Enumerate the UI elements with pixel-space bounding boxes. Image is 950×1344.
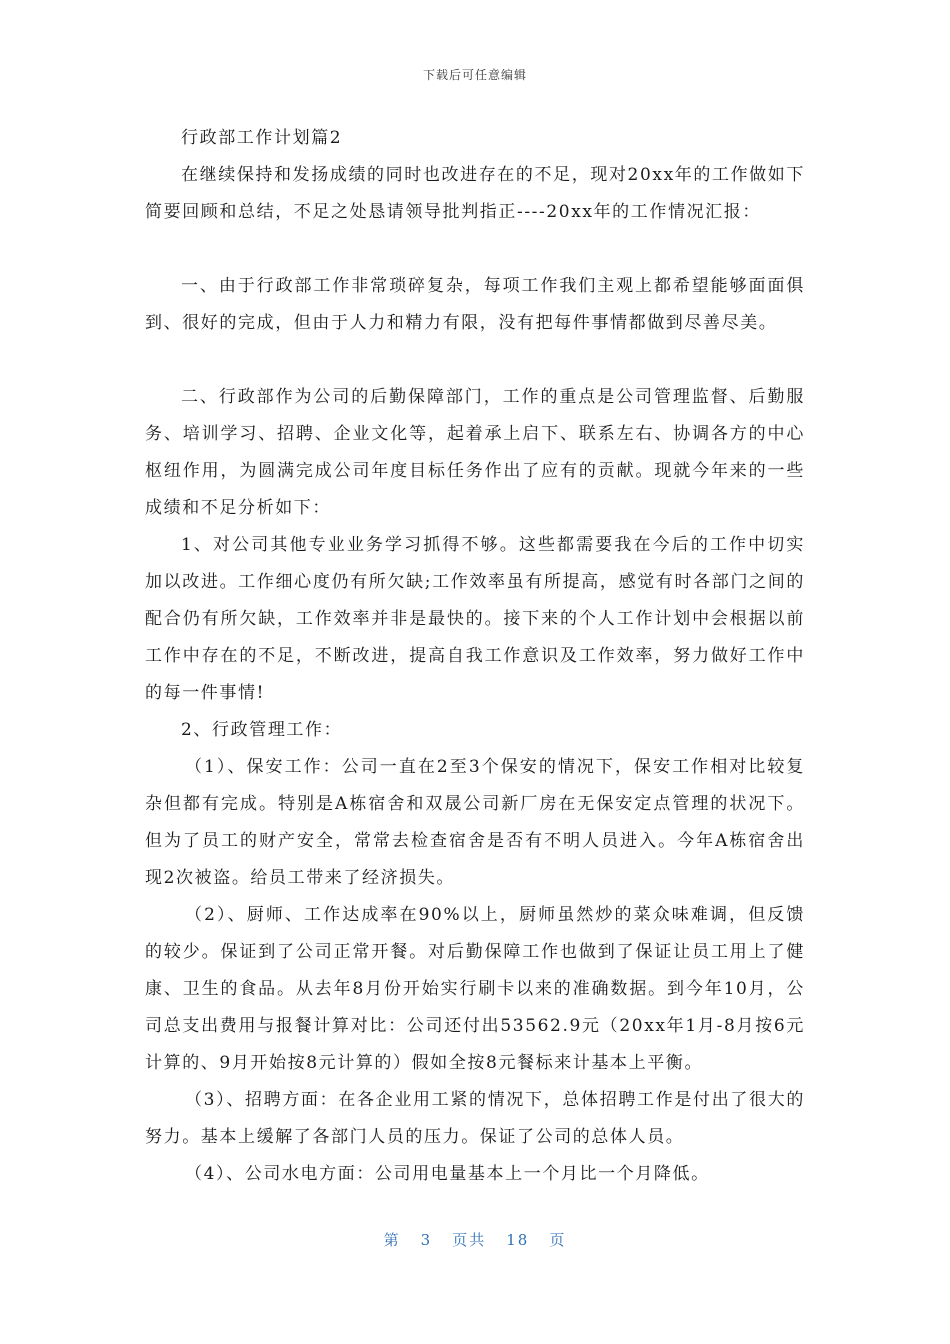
paragraph-kitchen: （2）、厨师、工作达成率在90%以上，厨师虽然炒的菜众味难调，但反馈的较少。保证到了公司正常开餐。对后勤保障工作也做到了保证让员工用上了健康、卫生的食品。从去年8月份开始实行刷卡以来的准确数据。到今年10月，公司总支出费用与报餐计算对比：公司还付出53562.9元（20xx年1月-8月按6元计算的、9月开始按8元计算的）假如全按8元餐标来计基本上平衡。 — [145, 905, 805, 1073]
paragraph-item-2: 2、行政管理工作： — [181, 720, 343, 740]
paragraph-intro: 在继续保持和发扬成绩的同时也改进存在的不足，现对20xx年的工作做如下简要回顾和总结，不足之处恳请领导批判指正----20xx年的工作情况汇报： — [145, 165, 805, 222]
footer-suffix: 页 — [549, 1231, 567, 1249]
document-body — [145, 120, 805, 1193]
paragraph-item-1: 1、对公司其他专业业务学习抓得不够。这些都需要我在今后的工作中切实加以改进。工作细心度仍有所欠缺;工作效率虽有所提高，感觉有时各部门之间的配合仍有所欠缺，工作效率并非是最快的。接下来的个人工作计划中会根据以前工作中存在的不足，不断改进，提高自我工作意识及工作效率，努力做好工作中的每一件事情! — [145, 535, 805, 703]
paragraph-gap — [145, 231, 805, 268]
document-title: 行政部工作计划篇2 — [181, 128, 343, 148]
paragraph-recruitment: （3）、招聘方面：在各企业用工紧的情况下，总体招聘工作是付出了很大的努力。基本上缓解了各部门人员的压力。保证了公司的总体人员。 — [145, 1090, 805, 1147]
footer-prefix: 第 — [383, 1231, 401, 1249]
paragraph-section-2: 二、行政部作为公司的后勤保障部门，工作的重点是公司管理监督、后勤服务、培训学习、招聘、企业文化等，起着承上启下、联系左右、协调各方的中心枢纽作用，为圆满完成公司年度目标任务作出了应有的贡献。现就今年来的一些成绩和不足分析如下： — [145, 387, 805, 518]
page-footer — [0, 1229, 950, 1250]
paragraph-utilities: （4）、公司水电方面：公司用电量基本上一个月比一个月降低。 — [185, 1164, 710, 1184]
page-header: 下载后可任意编辑 — [422, 68, 527, 82]
paragraph-security: （1）、保安工作：公司一直在2至3个保安的情况下，保安工作相对比较复杂但都有完成。特别是A栋宿舍和双晟公司新厂房在无保安定点管理的状况下。但为了员工的财产安全，常常去检查宿舍是否有不明人员进入。今年A栋宿舍出现2次被盗。给员工带来了经济损失。 — [145, 757, 805, 888]
footer-total-pages: 18 — [506, 1231, 530, 1249]
paragraph-gap — [145, 342, 805, 379]
paragraph-section-1: 一、由于行政部工作非常琐碎复杂，每项工作我们主观上都希望能够面面俱到、很好的完成，但由于人力和精力有限，没有把每件事情都做到尽善尽美。 — [145, 276, 805, 333]
footer-middle: 页共 — [452, 1231, 487, 1249]
footer-page-number: 3 — [420, 1231, 433, 1249]
